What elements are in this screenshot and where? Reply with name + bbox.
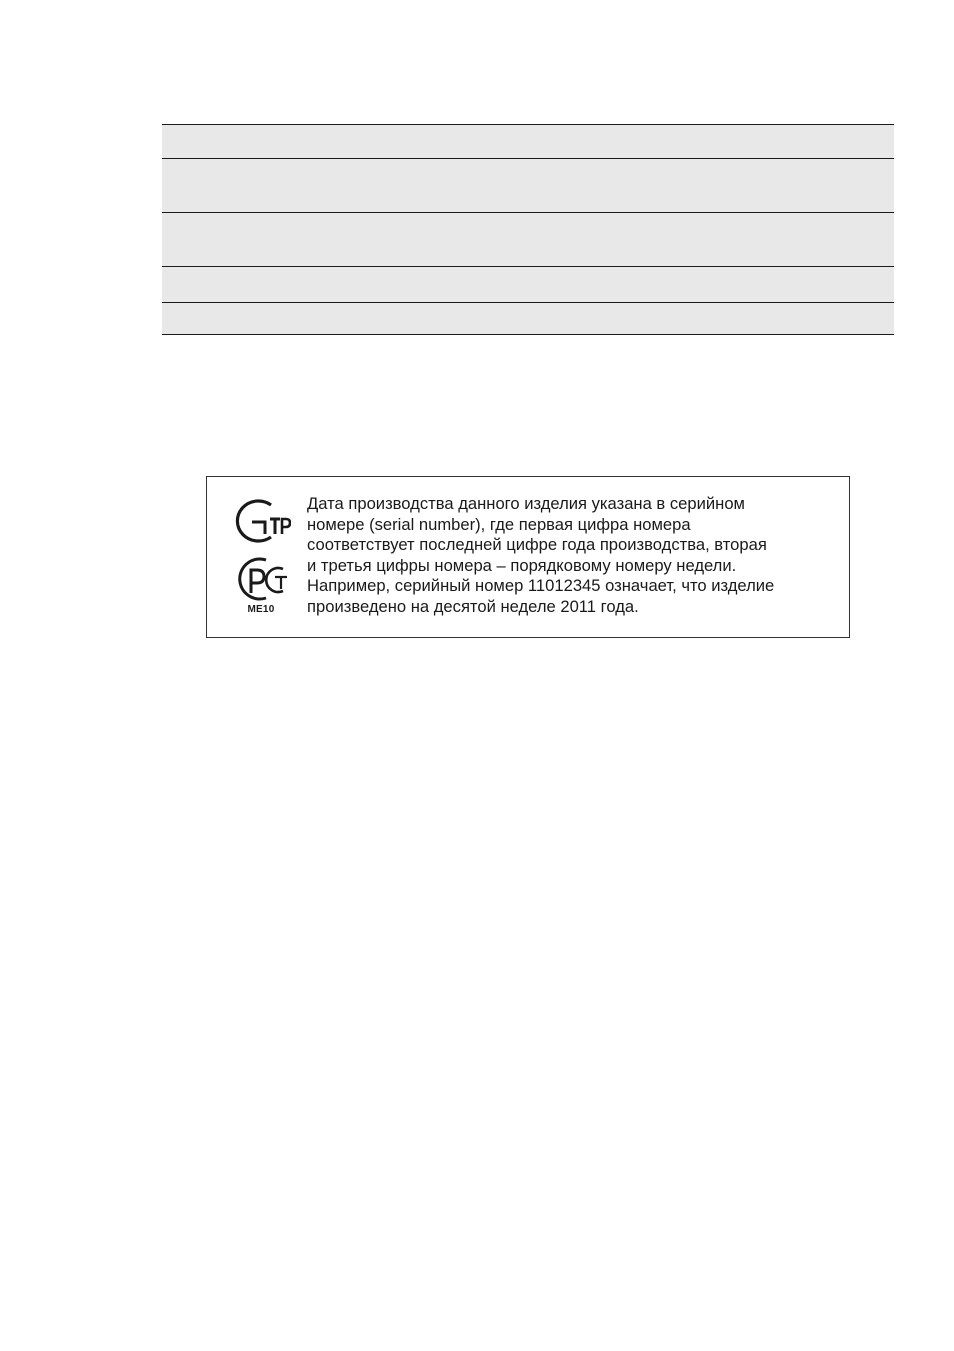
table-row (162, 212, 894, 266)
text-line: произведено на десятой неделе 2011 года. (307, 596, 639, 616)
table-row (162, 158, 894, 212)
text-line: и третья цифры номера – порядковому номеру недели. (307, 555, 737, 575)
certification-notice (206, 476, 850, 638)
table-row (162, 266, 894, 302)
table-row (162, 125, 894, 158)
serial-number-explanation (307, 494, 837, 618)
gost-tr-mark-icon (231, 497, 291, 545)
text-line: номере (serial number), где первая цифра номера (307, 514, 691, 534)
table-row (162, 302, 894, 334)
pct-mark-icon (231, 553, 291, 603)
text-line: Дата производства данного изделия указана в серийном (307, 494, 745, 513)
text-line: Например, серийный номер 11012345 означает, что изделие (307, 576, 775, 596)
text-line: соответствует последней цифре года производства, вторая (307, 535, 767, 555)
certificate-code: ME10 (247, 604, 275, 615)
spec-table (162, 124, 894, 335)
